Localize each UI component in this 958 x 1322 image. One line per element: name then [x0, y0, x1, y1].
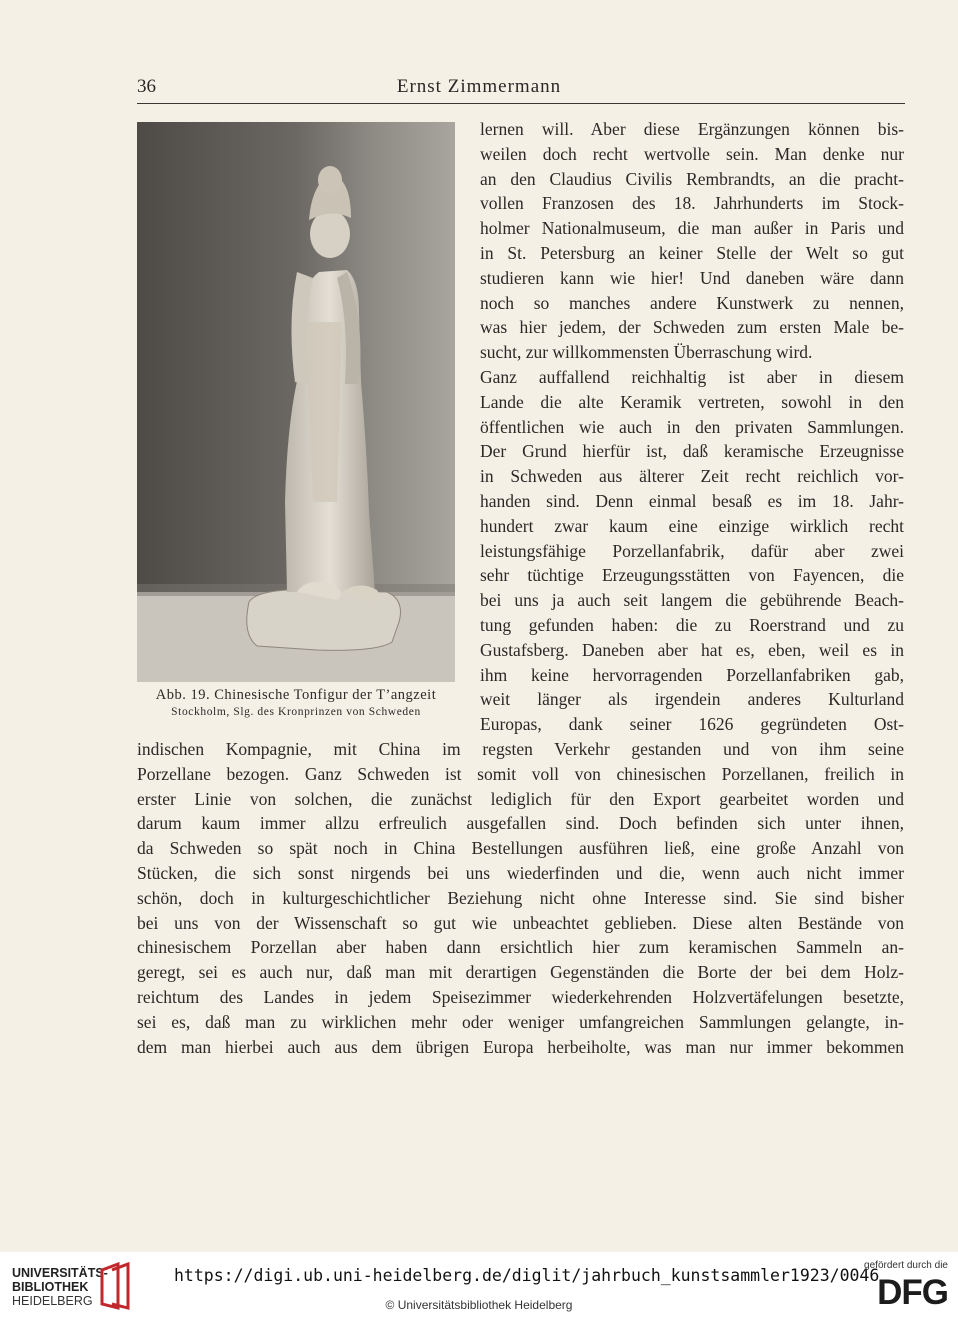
body-line: Europas, dank seiner 1626 gegründeten Ost- — [480, 714, 904, 735]
body-line: öffentlichen wie auch in den privaten Sammlungen. — [480, 416, 904, 437]
running-header-author: Ernst Zimmermann — [396, 76, 562, 97]
dfg-logo[interactable]: DFG — [877, 1273, 948, 1312]
header-rule — [137, 103, 905, 104]
body-line: studieren kann wie hier! Und daneben wäre dann — [480, 267, 904, 288]
body-line: an den Claudius Civilis Rembrandts, an die pracht- — [480, 168, 904, 189]
copyright-notice: © Universitätsbibliothek Heidelberg — [385, 1298, 573, 1312]
logo-line: BIBLIOTHEK — [12, 1280, 89, 1294]
body-line: darum kaum immer allzu erfreulich ausgefallen sind. Doch befinden sich unter ihnen, — [137, 813, 904, 834]
logo-line: UNIVERSITÄTS- — [12, 1266, 108, 1280]
body-line: bei uns von der Wissenschaft so gut wie unbeachtet geblieben. Diese alten Bestände von — [137, 912, 904, 933]
body-line: lernen will. Aber diese Ergänzungen können bis- — [480, 119, 904, 139]
body-line: Lande die alte Keramik vertreten, sowohl in den — [480, 391, 904, 412]
body-line: schön, doch in kulturgeschichtlicher Beziehung nicht ohne Interesse sind. Sie sind bisher — [137, 887, 904, 908]
logo-line: HEIDELBERG — [12, 1294, 93, 1308]
figure-caption-title: Abb. 19. Chinesische Tonfigur der T’angzeit — [155, 687, 437, 703]
body-line: weilen doch recht wertvolle sein. Man denke nur — [480, 143, 904, 164]
body-line: tung gefunden haben: die zu Roerstrand und zu — [480, 615, 904, 635]
body-line: dem man hierbei auch aus dem übrigen Europa herbeiholte, was man nur immer bekommen — [137, 1036, 904, 1057]
figure-photo-tang-figure — [137, 122, 455, 682]
body-line: bei uns ja auch seit langem die gebührende Beach- — [480, 590, 904, 611]
body-line: ihm keine hervorragenden Porzellanfabriken gab, — [480, 664, 904, 685]
body-line: geregt, sei es auch nur, daß man mit derartigen Gegenständen die Borte der bei dem Holz- — [137, 962, 904, 983]
body-line: chinesischem Porzellan aber haben dann ersichtlich hier zum keramischen Sammeln an- — [137, 937, 904, 958]
body-line: noch so manches andere Kunstwerk zu nennen, — [480, 292, 904, 313]
body-line: indischen Kompagnie, mit China im regsten Verkehr gestanden und von ihm seine — [137, 739, 904, 759]
body-line: Stücken, die sich sonst nirgends bei uns wiederfinden und die, wenn auch nicht immer — [137, 863, 904, 883]
body-line: in St. Petersburg an keiner Stelle der Welt so gut — [480, 243, 904, 263]
permalink-url[interactable]: https://digi.ub.uni-heidelberg.de/diglit/jahrbuch_kunstsammler1923/0046 — [174, 1266, 880, 1285]
body-line: holmer Nationalmuseum, die man außer in Paris und — [480, 218, 904, 239]
body-line: da Schweden so spät noch in China Bestellungen ausführen ließ, eine große Anzahl von — [137, 838, 904, 859]
body-line: hundert zwar kaum eine einzige wirklich recht — [480, 515, 904, 536]
body-line: sucht, zur willkommensten Überraschung wird. — [480, 342, 813, 363]
body-line: reichtum des Landes in jedem Speisezimmer wiederkehrenden Holzvertäfelungen besetzte, — [137, 987, 904, 1007]
page-number: 36 — [137, 76, 156, 97]
body-line: sehr tüchtige Erzeugungsstätten von Fayencen, die — [480, 565, 904, 586]
body-line: Der Grund hierfür ist, daß keramische Erzeugnisse — [480, 441, 904, 462]
body-line: sei es, daß man zu wirklichen mehr oder weniger umfangreichen Sammlungen gelangte, in- — [137, 1011, 904, 1032]
figure-caption — [137, 686, 455, 720]
body-line: was hier jedem, der Schweden zum ersten Male be- — [480, 317, 904, 338]
body-line: leistungsfähige Porzellanfabrik, dafür aber zwei — [480, 540, 904, 561]
figure-caption-credit: Stockholm, Slg. des Kronprinzen von Schweden — [171, 706, 421, 718]
body-line: vollen Franzosen des 18. Jahrhunderts im Stock- — [480, 193, 904, 214]
body-line: erster Linie von solchen, die zunächst lediglich für den Export gearbeitet worden und — [137, 788, 904, 809]
body-line: handen sind. Denn einmal besaß es im 18. Jahr- — [480, 491, 904, 511]
body-line: in Schweden aus älterer Zeit recht reichlich vor- — [480, 466, 904, 487]
body-line: weit länger als irgendein anderes Kulturland — [480, 689, 904, 710]
body-line: Porzellane bezogen. Ganz Schweden ist somit voll von chinesischen Porzellanen, freilich in — [137, 763, 904, 784]
body-line: Ganz auffallend reichhaltig ist aber in diesem — [480, 367, 904, 387]
body-line: Gustafsberg. Daneben aber hat es, eben, weil es in — [480, 639, 904, 660]
sponsor-note: gefördert durch die — [864, 1260, 948, 1271]
